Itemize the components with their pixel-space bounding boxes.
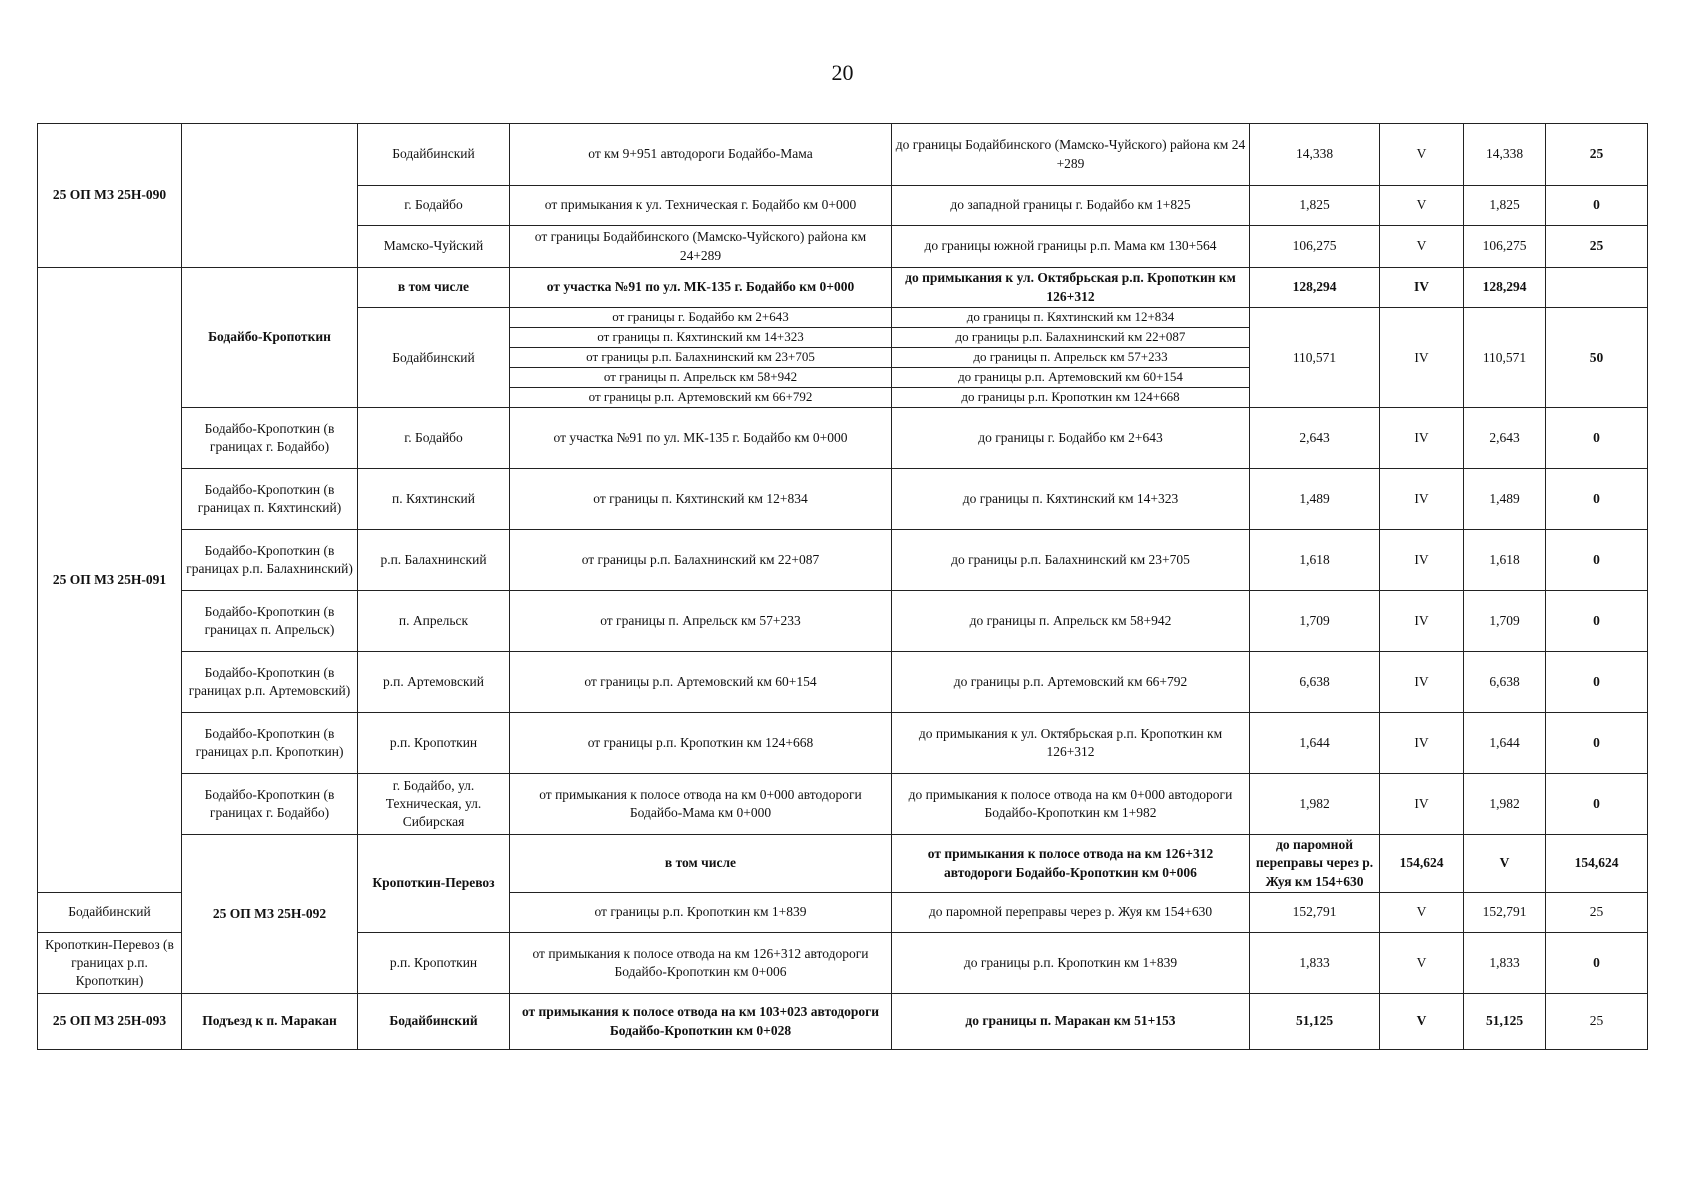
to-cell: до западной границы г. Бодайбо км 1+825	[892, 186, 1250, 226]
to-cell: до границы р.п. Кропоткин км 124+668	[892, 388, 1250, 408]
category-cell: IV	[1380, 268, 1464, 308]
length2-cell: 1,709	[1464, 591, 1546, 652]
length-cell: 1,489	[1250, 469, 1380, 530]
table-row	[38, 469, 1648, 530]
road-name: Бодайбо-Кропоткин (в границах п. Апрельск)	[182, 591, 358, 652]
category-cell: IV	[1380, 652, 1464, 713]
roads-table	[37, 123, 1648, 1050]
road-name: Кропоткин-Перевоз	[358, 835, 510, 933]
road-name: Бодайбо-Кропоткин (в границах р.п. Балахнинский)	[182, 530, 358, 591]
category-cell: V	[1380, 226, 1464, 268]
value-cell: 25	[1546, 994, 1648, 1050]
from-cell: от участка №91 по ул. МК-135 г. Бодайбо км 0+000	[510, 268, 892, 308]
length-cell: 154,624	[1380, 835, 1464, 893]
value-cell: 0	[1546, 530, 1648, 591]
district-cell: Бодайбинский	[38, 893, 182, 933]
category-cell: IV	[1380, 308, 1464, 408]
length2-cell: 14,338	[1464, 124, 1546, 186]
category-cell: IV	[1380, 408, 1464, 469]
to-cell: до границы п. Апрельск км 58+942	[892, 591, 1250, 652]
district-cell: р.п. Балахнинский	[358, 530, 510, 591]
length2-cell: 51,125	[1464, 994, 1546, 1050]
to-cell: до примыкания к ул. Октябрьская р.п. Кропоткин км 126+312	[892, 268, 1250, 308]
length-cell: 1,618	[1250, 530, 1380, 591]
value-cell	[1546, 268, 1648, 308]
length-cell: 1,644	[1250, 713, 1380, 774]
length-cell: 51,125	[1250, 994, 1380, 1050]
road-name: Подъезд к п. Маракан	[182, 994, 358, 1050]
length-cell: 106,275	[1250, 226, 1380, 268]
district-cell: р.п. Кропоткин	[358, 933, 510, 994]
value-cell: 25	[1546, 226, 1648, 268]
length2-cell: 1,618	[1464, 530, 1546, 591]
district-cell: Мамско-Чуйский	[358, 226, 510, 268]
length-cell: 152,791	[1250, 893, 1380, 933]
to-cell: до границы р.п. Артемовский км 60+154	[892, 368, 1250, 388]
length2-cell: 1,644	[1464, 713, 1546, 774]
district-cell: п. Апрельск	[358, 591, 510, 652]
length2-cell: 152,791	[1464, 893, 1546, 933]
from-cell: от границы р.п. Кропоткин км 1+839	[510, 893, 892, 933]
to-cell: до границы г. Бодайбо км 2+643	[892, 408, 1250, 469]
length2-cell: 154,624	[1546, 835, 1648, 893]
length2-cell: 106,275	[1464, 226, 1546, 268]
from-cell: от участка №91 по ул. МК-135 г. Бодайбо км 0+000	[510, 408, 892, 469]
from-cell: от границы п. Апрельск км 58+942	[510, 368, 892, 388]
to-cell: до границы р.п. Кропоткин км 1+839	[892, 933, 1250, 994]
road-code: 25 ОП МЗ 25Н-092	[182, 835, 358, 994]
from-cell: от границы Бодайбинского (Мамско-Чуйского) района км 24+289	[510, 226, 892, 268]
district-cell: г. Бодайбо, ул. Техническая, ул. Сибирская	[358, 774, 510, 835]
length-cell: 1,709	[1250, 591, 1380, 652]
length2-cell: 1,833	[1464, 933, 1546, 994]
from-cell: от примыкания к полосе отвода на км 103+023 автодороги Бодайбо-Кропоткин км 0+028	[510, 994, 892, 1050]
length2-cell: 6,638	[1464, 652, 1546, 713]
value-cell: 50	[1546, 308, 1648, 408]
category-cell: IV	[1380, 774, 1464, 835]
to-cell: до границы Бодайбинского (Мамско-Чуйского) района км 24 +289	[892, 124, 1250, 186]
length2-cell: 110,571	[1464, 308, 1546, 408]
length-cell: 1,833	[1250, 933, 1380, 994]
to-cell: до границы п. Кяхтинский км 14+323	[892, 469, 1250, 530]
to-cell: до примыкания к ул. Октябрьская р.п. Кропоткин км 126+312	[892, 713, 1250, 774]
value-cell: 0	[1546, 652, 1648, 713]
road-name: Бодайбо-Кропоткин (в границах г. Бодайбо)	[182, 408, 358, 469]
table-row	[38, 835, 1648, 893]
value-cell: 0	[1546, 469, 1648, 530]
road-code: 25 ОП МЗ 25Н-093	[38, 994, 182, 1050]
from-cell: от границы р.п. Балахнинский км 22+087	[510, 530, 892, 591]
district-cell: Бодайбинский	[358, 124, 510, 186]
from-cell: от км 9+951 автодороги Бодайбо-Мама	[510, 124, 892, 186]
from-cell: от границы п. Кяхтинский км 14+323	[510, 328, 892, 348]
table-row	[38, 994, 1648, 1050]
category-cell: V	[1464, 835, 1546, 893]
length-cell: 1,982	[1250, 774, 1380, 835]
length-cell: 110,571	[1250, 308, 1380, 408]
category-cell: IV	[1380, 591, 1464, 652]
to-cell: до границы южной границы р.п. Мама км 130+564	[892, 226, 1250, 268]
to-cell: до границы р.п. Балахнинский км 22+087	[892, 328, 1250, 348]
from-cell: от границы г. Бодайбо км 2+643	[510, 308, 892, 328]
from-cell: от примыкания к ул. Техническая г. Бодайбо км 0+000	[510, 186, 892, 226]
value-cell: 0	[1546, 591, 1648, 652]
to-cell: до паромной переправы через р. Жуя км 154+630	[892, 893, 1250, 933]
district-cell: Бодайбинский	[358, 994, 510, 1050]
value-cell: 25	[1546, 124, 1648, 186]
district-cell: в том числе	[358, 268, 510, 308]
district-cell: Бодайбинский	[358, 308, 510, 408]
value-cell: 0	[1546, 713, 1648, 774]
category-cell: IV	[1380, 469, 1464, 530]
road-code: 25 ОП МЗ 25Н-090	[38, 124, 182, 268]
value-cell: 25	[1546, 893, 1648, 933]
value-cell: 0	[1546, 408, 1648, 469]
table-row	[38, 652, 1648, 713]
to-cell: до границы р.п. Балахнинский км 23+705	[892, 530, 1250, 591]
from-cell: от границы п. Апрельск км 57+233	[510, 591, 892, 652]
page-number: 20	[831, 60, 854, 85]
table-row	[38, 530, 1648, 591]
value-cell: 0	[1546, 933, 1648, 994]
length-cell: 128,294	[1250, 268, 1380, 308]
from-cell: от примыкания к полосе отвода на км 126+312 автодороги Бодайбо-Кропоткин км 0+006	[892, 835, 1250, 893]
road-name: Бодайбо-Кропоткин (в границах г. Бодайбо)	[182, 774, 358, 835]
road-name: Бодайбо-Кропоткин (в границах п. Кяхтинский)	[182, 469, 358, 530]
to-cell: до границы п. Апрельск км 57+233	[892, 348, 1250, 368]
category-cell: V	[1380, 124, 1464, 186]
category-cell: IV	[1380, 530, 1464, 591]
to-cell: до примыкания к полосе отвода на км 0+000 автодороги Бодайбо-Кропоткин км 1+982	[892, 774, 1250, 835]
to-cell: до границы п. Маракан км 51+153	[892, 994, 1250, 1050]
table-row	[38, 713, 1648, 774]
district-cell: п. Кяхтинский	[358, 469, 510, 530]
from-cell: от границы р.п. Артемовский км 66+792	[510, 388, 892, 408]
length-cell: 1,825	[1250, 186, 1380, 226]
length-cell: 14,338	[1250, 124, 1380, 186]
length-cell: 2,643	[1250, 408, 1380, 469]
length2-cell: 2,643	[1464, 408, 1546, 469]
road-name: Бодайбо-Кропоткин (в границах р.п. Кропоткин)	[182, 713, 358, 774]
to-cell: до границы р.п. Артемовский км 66+792	[892, 652, 1250, 713]
from-cell: от примыкания к полосе отвода на км 126+312 автодороги Бодайбо-Кропоткин км 0+006	[510, 933, 892, 994]
district-cell: р.п. Артемовский	[358, 652, 510, 713]
length-cell: 6,638	[1250, 652, 1380, 713]
road-name: Бодайбо-Кропоткин (в границах р.п. Артемовский)	[182, 652, 358, 713]
from-cell: от границы р.п. Кропоткин км 124+668	[510, 713, 892, 774]
category-cell: V	[1380, 186, 1464, 226]
length2-cell: 1,825	[1464, 186, 1546, 226]
length2-cell: 1,982	[1464, 774, 1546, 835]
district-cell: г. Бодайбо	[358, 408, 510, 469]
length2-cell: 1,489	[1464, 469, 1546, 530]
table-row	[38, 124, 1648, 186]
road-name: Бодайбо-Кропоткин	[182, 268, 358, 408]
table-row	[38, 268, 1648, 308]
district-cell: р.п. Кропоткин	[358, 713, 510, 774]
table-row	[38, 774, 1648, 835]
to-cell: до паромной переправы через р. Жуя км 154+630	[1250, 835, 1380, 893]
category-cell: IV	[1380, 713, 1464, 774]
category-cell: V	[1380, 933, 1464, 994]
length2-cell: 128,294	[1464, 268, 1546, 308]
road-name	[182, 124, 358, 268]
category-cell: V	[1380, 893, 1464, 933]
road-code: 25 ОП МЗ 25Н-091	[38, 268, 182, 893]
category-cell: V	[1380, 994, 1464, 1050]
from-cell: от границы р.п. Артемовский км 60+154	[510, 652, 892, 713]
table-row	[38, 591, 1648, 652]
value-cell: 0	[1546, 774, 1648, 835]
value-cell: 0	[1546, 186, 1648, 226]
district-cell: г. Бодайбо	[358, 186, 510, 226]
from-cell: от границы п. Кяхтинский км 12+834	[510, 469, 892, 530]
table-row	[38, 408, 1648, 469]
from-cell: от примыкания к полосе отвода на км 0+000 автодороги Бодайбо-Мама км 0+000	[510, 774, 892, 835]
from-cell: от границы р.п. Балахнинский км 23+705	[510, 348, 892, 368]
to-cell: до границы п. Кяхтинский км 12+834	[892, 308, 1250, 328]
road-name: Кропоткин-Перевоз (в границах р.п. Кропоткин)	[38, 933, 182, 994]
district-cell: в том числе	[510, 835, 892, 893]
